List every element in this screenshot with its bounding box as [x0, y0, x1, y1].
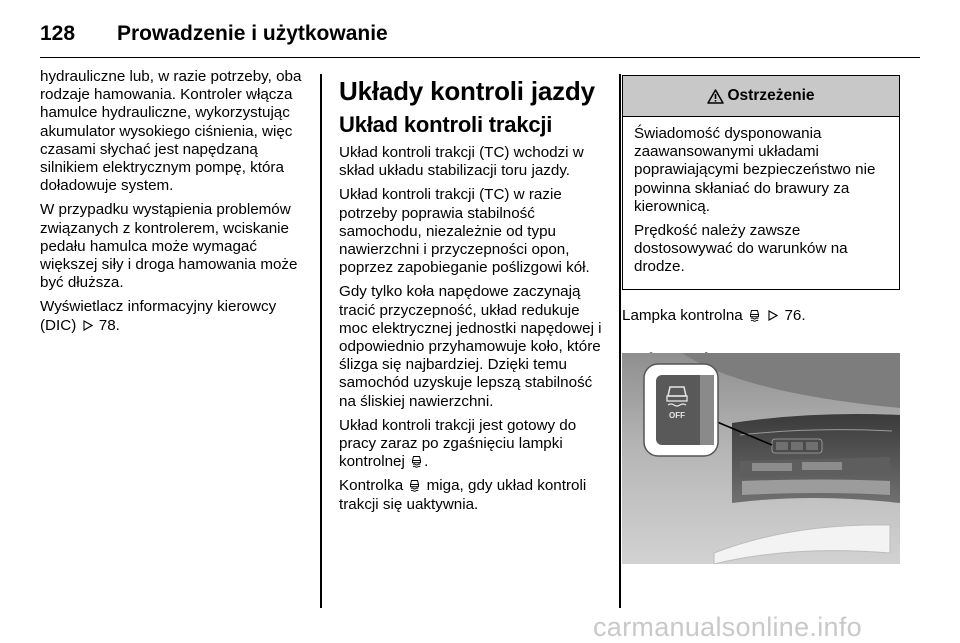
- dic-page-ref[interactable]: 78.: [98, 316, 120, 334]
- warning-paragraph-1: Świadomość dysponowania zaawansowanymi układami poprawiającymi bezpieczeństwo nie powinna skłaniać do brawury za kierownicą.: [634, 125, 876, 215]
- lamp-text: Lampka kontrolna: [622, 306, 743, 324]
- paragraph-tc-intro: Układ kontroli trakcji (TC) wchodzi w skład układu stabilizacji toru jazdy.: [339, 144, 584, 180]
- warning-body: [623, 117, 899, 289]
- off-label: OFF: [669, 411, 685, 420]
- tc-blink-start: Kontrolka: [339, 477, 404, 495]
- paragraph-tc-blink: [339, 477, 607, 513]
- traction-control-icon: [409, 479, 420, 492]
- paragraph-lamp: [622, 307, 902, 325]
- paragraph-hydraulic: hydrauliczne lub, w razie potrzeby, oba rodzaje hamowania. Kontroler włącza hamulce hydrauliczne, wykorzystując akumulator wysokiego ciśnienia, więc czasami słychać jest napędzaną silnikiem elektrycznym pompę, która doładowuje system.: [40, 68, 302, 195]
- section-heading: Układy kontroli jazdy: [339, 76, 595, 106]
- column-middle: [339, 68, 607, 520]
- warning-title: Ostrzeżenie: [727, 86, 815, 104]
- subsection-heading: Układ kontroli trakcji: [339, 112, 553, 137]
- tc-ready-text: Układ kontroli trakcji jest gotowy do pracy zaraz po zgaśnięciu lampki kontrolnej: [339, 416, 577, 471]
- page-title: Prowadzenie i użytkowanie: [117, 22, 388, 45]
- watermark: carmanualsonline.info: [593, 612, 862, 642]
- reference-arrow-icon: [768, 310, 778, 321]
- page-header: [40, 12, 920, 58]
- traction-control-icon: [411, 455, 422, 468]
- warning-triangle-icon: [707, 89, 724, 104]
- column-left: [40, 68, 308, 341]
- column-divider-right: [619, 74, 621, 608]
- warning-box: [622, 75, 900, 290]
- tc-blink-end: miga, gdy układ kontroli trakcji się uaktywnia.: [339, 477, 587, 513]
- column-divider-left: [320, 74, 322, 608]
- tc-ready-end: .: [424, 453, 429, 471]
- reference-arrow-icon: [83, 320, 93, 331]
- dic-text: Wyświetlacz informacyjny kierowcy (DIC): [40, 298, 277, 334]
- paragraph-problems: W przypadku wystąpienia problemów związanych z kontrolerem, wciskanie pedału hamulca może wymagać większej siły i droga hamowania może być dłuższa.: [40, 201, 298, 292]
- page-number: 128: [40, 22, 76, 45]
- column-right: [622, 68, 902, 371]
- traction-control-icon: [749, 309, 760, 322]
- warning-header: [623, 76, 899, 117]
- paragraph-tc-operation: Gdy tylko koła napędowe zaczynają tracić przyczepność, układ redukuje moc elektrycznej jednostki napędowej i odpowiednio przyhamowuje koło, które ślizga się najbardziej. Dzięki temu samochód uzyskuje lepszą stabilność na śliskiej nawierzchni.: [339, 283, 602, 410]
- paragraph-tc-ready: [339, 417, 607, 472]
- warning-paragraph-2: Prędkość należy zawsze dostosowywać do warunków na drodze.: [634, 222, 848, 276]
- overhead-console-photo: [622, 353, 900, 564]
- lamp-page-ref[interactable]: 76.: [784, 306, 806, 324]
- paragraph-tc-stability: Układ kontroli trakcji (TC) w razie potrzeby poprawia stabilność samochodu, niezależnie od typu nawierzchni i przyczepności opon, poprzez zapobieganie poślizgowi kół.: [339, 186, 590, 277]
- paragraph-dic: [40, 298, 308, 334]
